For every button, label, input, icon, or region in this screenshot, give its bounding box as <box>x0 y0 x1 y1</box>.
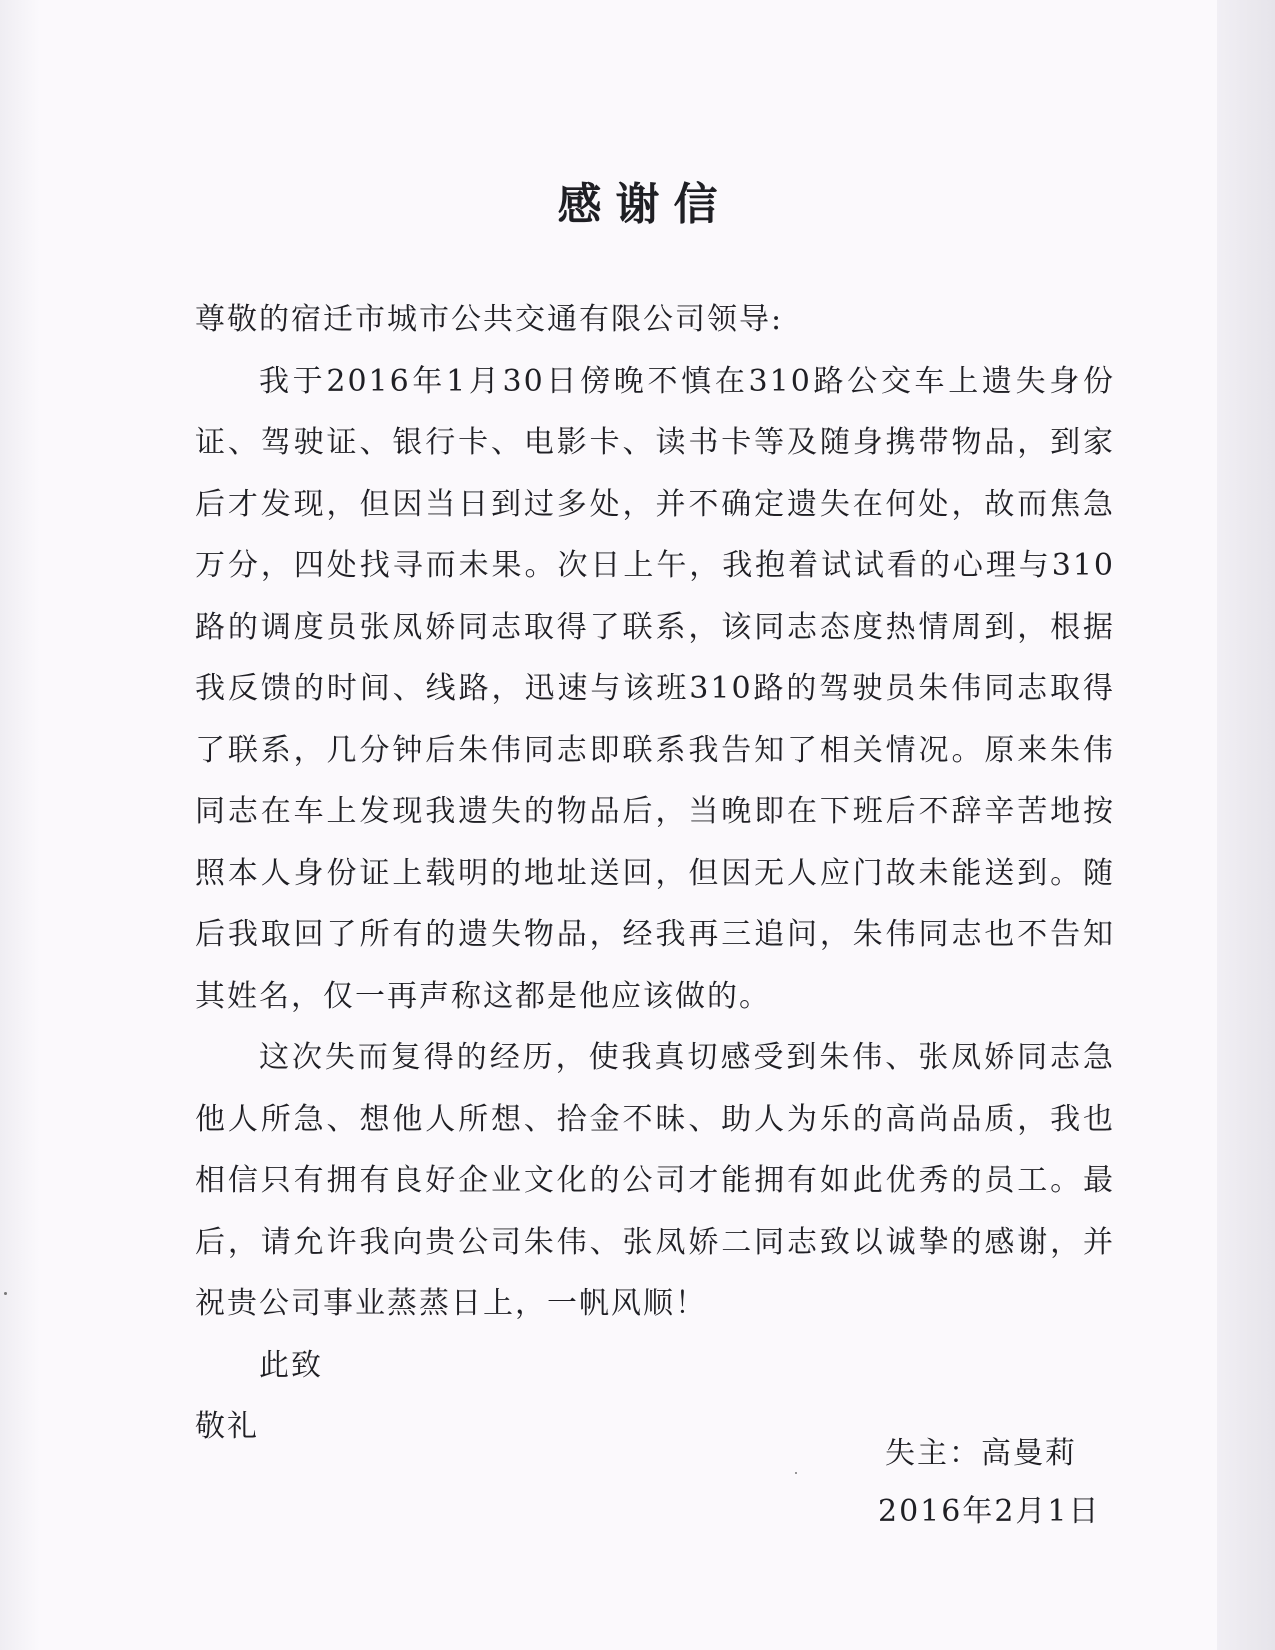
closing-phrase: 此致 <box>259 1347 323 1383</box>
salutation: 尊敬的宿迁市城市公共交通有限公司领导: <box>195 302 784 337</box>
letter-body <box>195 289 1115 1458</box>
regards-phrase: 敬礼 <box>195 1409 259 1444</box>
scan-speck <box>795 1472 797 1474</box>
sender-signature: 失主：高曼莉 <box>885 1436 1077 1471</box>
scan-speck <box>4 1292 7 1295</box>
scan-left-shadow <box>0 0 40 1650</box>
body-paragraph-1: 我于2016年1月30日傍晚不慎在310路公交车上遗失身份证、驾驶证、银行卡、电影卡、读书卡等及随身携带物品，到家后才发现，但因当日到过多处，并不确定遗失在何处，故而焦急万分，四处找寻而未果。次日上午，我抱着试试看的心理与310路的调度员张凤娇同志取得了联系，该同志态度热情周到，根据我反馈的时间、线路，迅速与该班310路的驾驶员朱伟同志取得了联系，几分钟后朱伟同志即联系我告知了相关情况。原来朱伟同志在车上发现我遗失的物品后，当晚即在下班后不辞辛苦地按照本人身份证上载明的地址送回，但因无人应门故未能送到。随后我取回了所有的遗失物品，经我再三追问，朱伟同志也不告知其姓名，仅一再声称这都是他应该做的。 <box>195 363 1115 1014</box>
scan-right-edge <box>1217 0 1275 1650</box>
letter-date: 2016年2月1日 <box>878 1494 1101 1529</box>
body-paragraph-2: 这次失而复得的经历，使我真切感受到朱伟、张凤娇同志急他人所急、想他人所想、拾金不昧、助人为乐的高尚品质，我也相信只有拥有良好企业文化的公司才能拥有如此优秀的员工。最后，请允许我向贵公司朱伟、张凤娇二同志致以诚挚的感谢，并祝贵公司事业蒸蒸日上，一帆风顺！ <box>195 1040 1115 1321</box>
letter-title: 感谢信 <box>557 179 732 230</box>
